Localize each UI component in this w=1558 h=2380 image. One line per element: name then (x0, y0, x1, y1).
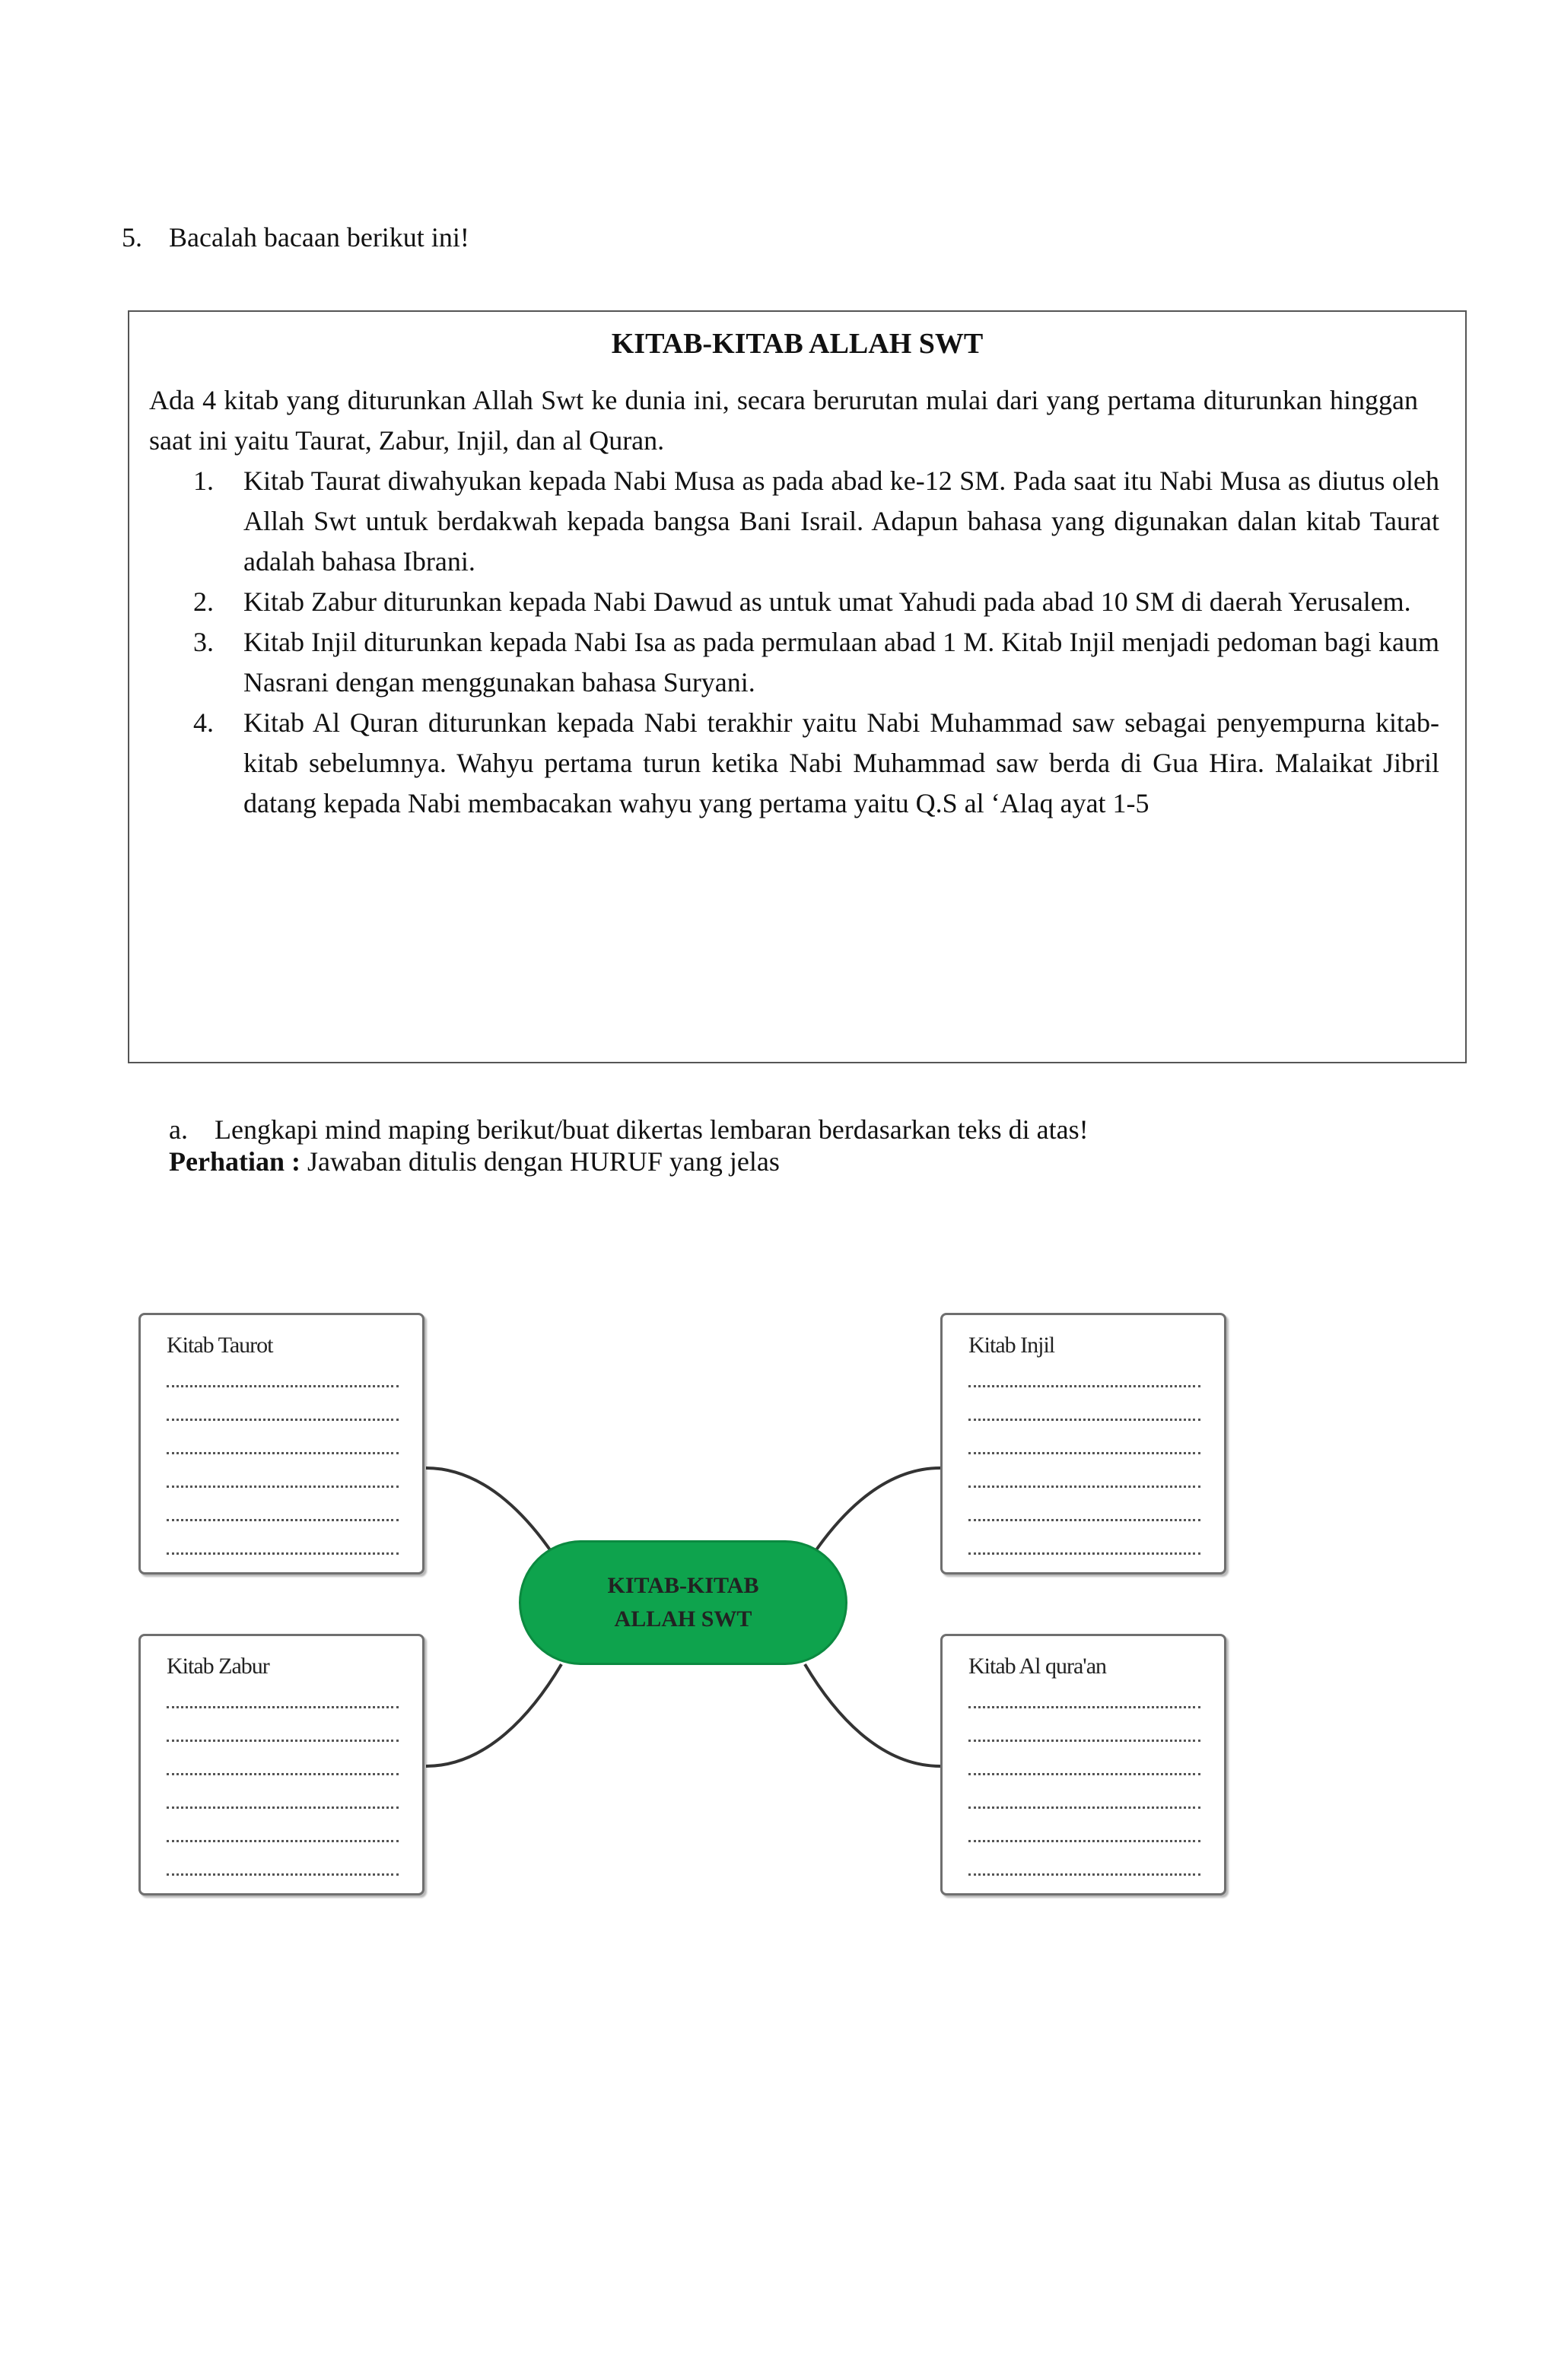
connector-alquran (805, 1664, 940, 1766)
list-item-text: Kitab Al Quran diturunkan kepada Nabi terakhir yaitu Nabi Muhammad saw sebagai penyempurna kitab-kitab sebelumnya. Wahyu pertama turun ketika Nabi Muhammad saw berda di Gua Hira. Malaikat Jibril datang kepada Nabi membacakan wahyu yang pertama yaitu Q.S al ‘Alaq ayat 1-5 (243, 707, 1439, 818)
reading-title: KITAB-KITAB ALLAH SWT (611, 328, 984, 360)
connector-taurot (426, 1468, 561, 1567)
card-title: Kitab Taurot (167, 1333, 273, 1358)
list-item (193, 622, 1439, 703)
instruction (169, 1112, 1089, 1147)
card-title: Kitab Injil (968, 1333, 1055, 1358)
mind-map (0, 1293, 1558, 1932)
connector-zabur (426, 1664, 561, 1766)
instruction-text: Lengkapi mind maping berikut/buat dikertas lembaran berdasarkan teks di atas! (215, 1114, 1089, 1145)
answer-line (167, 1419, 399, 1421)
answer-line (968, 1385, 1200, 1387)
list-item (193, 703, 1439, 824)
answer-line (167, 1452, 399, 1454)
center-node-line1: KITAB-KITAB (607, 1573, 759, 1598)
card-title: Kitab Al qura'an (968, 1654, 1107, 1679)
answer-line (167, 1486, 399, 1488)
note-label: Perhatian : (169, 1146, 300, 1177)
answer-line (968, 1840, 1200, 1842)
question-header (122, 219, 469, 256)
answer-line (968, 1452, 1200, 1454)
instruction-letter: a. (169, 1114, 188, 1145)
card-alquran (940, 1634, 1226, 1895)
card-title: Kitab Zabur (167, 1654, 269, 1679)
answer-line (167, 1519, 399, 1521)
list-item-text: Kitab Injil diturunkan kepada Nabi Isa as pada permulaan abad 1 M. Kitab Injil menjadi pedoman bagi kaum Nasrani dengan menggunakan bahasa Suryani. (243, 627, 1439, 697)
answer-line (167, 1806, 399, 1809)
answer-line (968, 1773, 1200, 1775)
list-item-number: 2. (193, 586, 214, 617)
reading-intro: Ada 4 kitab yang diturunkan Allah Swt ke dunia ini, secara berurutan mulai dari yang pertama diturunkan hinggan saat ini yaitu Taurat, Zabur, Injil, dan al Quran. (149, 385, 1418, 456)
answer-line (167, 1840, 399, 1842)
card-taurot (138, 1313, 424, 1574)
connector-injil (805, 1468, 940, 1567)
answer-line (167, 1385, 399, 1387)
list-item-number: 4. (193, 707, 214, 738)
list-item-text: Kitab Taurat diwahyukan kepada Nabi Musa as pada abad ke-12 SM. Pada saat itu Nabi Musa as diutus oleh Allah Swt untuk berdakwah kepada bangsa Bani Israil. Adapun bahasa yang digunakan dalan kitab Taurat adalah bahasa Ibrani. (243, 466, 1439, 577)
answer-line (968, 1486, 1200, 1488)
card-injil (940, 1313, 1226, 1574)
answer-line (968, 1873, 1200, 1876)
answer-line (968, 1740, 1200, 1742)
note-text: Jawaban ditulis dengan HURUF yang jelas (307, 1146, 780, 1177)
reading-box (128, 310, 1467, 1063)
answer-line (167, 1740, 399, 1742)
answer-line (968, 1519, 1200, 1521)
reading-list (193, 461, 1439, 824)
answer-line (968, 1552, 1200, 1555)
answer-line (968, 1419, 1200, 1421)
answer-line (968, 1706, 1200, 1708)
card-zabur (138, 1634, 424, 1895)
answer-line (167, 1552, 399, 1555)
answer-line (167, 1773, 399, 1775)
answer-line (167, 1706, 399, 1708)
center-node (519, 1540, 847, 1665)
list-item (193, 461, 1439, 582)
instruction-note (169, 1144, 780, 1179)
question-number: 5. (122, 222, 142, 253)
list-item-number: 3. (193, 627, 214, 657)
list-item (193, 582, 1439, 622)
list-item-number: 1. (193, 466, 214, 496)
list-item-text: Kitab Zabur diturunkan kepada Nabi Dawud as untuk umat Yahudi pada abad 10 SM di daerah Yerusalem. (243, 586, 1411, 617)
answer-line (167, 1873, 399, 1876)
answer-line (968, 1806, 1200, 1809)
question-prompt: Bacalah bacaan berikut ini! (169, 222, 469, 253)
center-node-line2: ALLAH SWT (614, 1606, 752, 1632)
